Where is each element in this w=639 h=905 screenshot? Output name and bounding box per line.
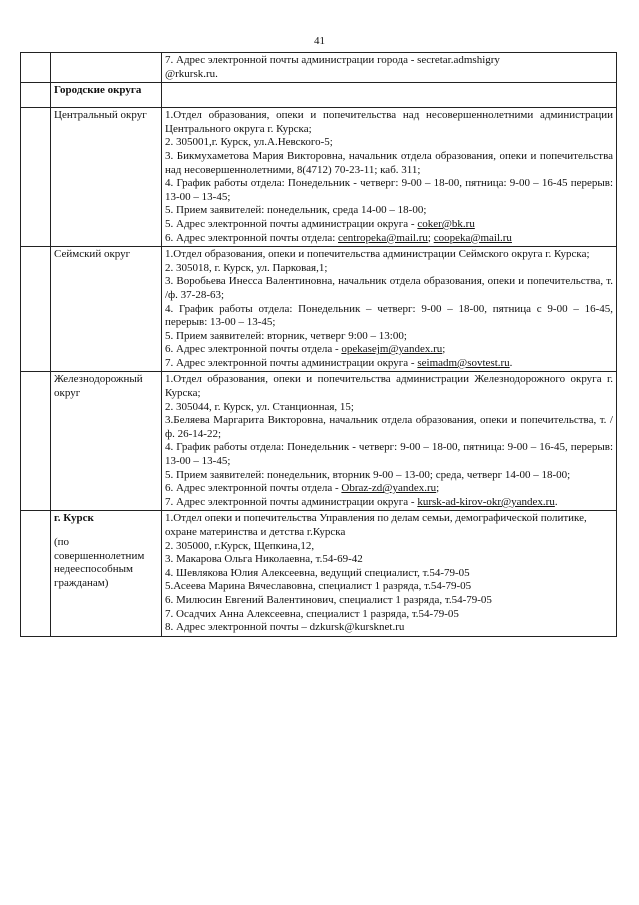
district-info: 1.Отдел образования, опеки и попечительства над несовершеннолетними администрации Центрального округа г. Курска; 2. 305001,г. Курск, ул.А.Невского-5; 3. Бикмухаметова Мария Викторовна, начальник отдела образования, опеки и попечительства над несовершеннолетними, 8(4712) 70-23-11; каб. 311; 4. График работы отдела: Понедельник - четверг: 9-00 – 18-00, пятница: 9-00 – 16-45 перерыв: 13-00 – 13-45; 5. Прием заявителей: понедельник, среда 14-00 – 18-00; 5. Адрес электронной почты администрации округа - coker@bk.ru 6. Адрес электронной почты отдела: centropeka@mail.ru; coopeka@mail.ru xyxy=(162,108,617,247)
email-link[interactable]: centropeka@mail.ru xyxy=(338,231,428,244)
table-row xyxy=(21,247,617,372)
table-row xyxy=(21,53,617,83)
district-info: 1.Отдел образования, опеки и попечительства администрации Сеймского округа г. Курска; 2. 305018, г. Курск, ул. Парковая,1; 3. Воробьева Инесса Валентиновна, начальник отдела образования, опеки и попечительства, т. /ф. 37-28-63; 4. График работы отдела: Понедельник – четверг: 9-00 – 18-00, пятница с 9-00 – 16-45, перерыв: 13-00 – 13-45; 5. Прием заявителей: вторник, четверг 9:00 – 13:00; 6. Адрес электронной почты отдела - opekasejm@yandex.ru; 7. Адрес электронной почты администрации округа - seimadm@sovtest.ru. xyxy=(162,247,617,372)
email-link[interactable]: coopeka@mail.ru xyxy=(433,231,512,244)
district-name: г. Курск (по совершеннолетним недееспособным гражданам) xyxy=(51,511,162,636)
table-row xyxy=(21,511,617,636)
email-link[interactable]: coker@bk.ru xyxy=(417,217,475,230)
table-row xyxy=(21,372,617,511)
page-number: 41 xyxy=(314,35,325,47)
table-row xyxy=(21,83,617,108)
email-link[interactable]: opekasejm@yandex.ru xyxy=(341,343,443,356)
email-link[interactable]: kursk-ad-kirov-okr@yandex.ru xyxy=(417,495,555,508)
table-row xyxy=(21,108,617,247)
district-info: 1.Отдел образования, опеки и попечительства администрации Железнодорожного округа г. Курска; 2. 305044, г. Курск, ул. Станционная, 15; 3.Беляева Маргарита Викторовна, начальник отдела образования, опеки и попечительства, т. /ф. 26-14-22; 4. График работы отдела: Понедельник - четверг: 9-00 – 18-00, пятница: 9-00 – 16-45, перерыв: 13-00 – 13-45; 5. Прием заявителей: понедельник, вторник 9-00 – 13-00; среда, четверг 14-00 – 18-00; 6. Адрес электронной почты отдела - Obraz-zd@yandex.ru; 7. Адрес электронной почты администрации округа - kursk-ad-kirov-okr@yandex.ru. xyxy=(162,372,617,511)
district-info: 1.Отдел опеки и попечительства Управления по делам семьи, демографической политике, охране материнства и детства г.Курска 2. 305000, г.Курск, Щепкина,12, 3. Макарова Ольга Николаевна, т.54-69-42 4. Шевлякова Юлия Алексеевна, ведущий специалист, т.54-79-05 5.Асеева Марина Вячеславовна, специалист 1 разряда, т.54-79-05 6. Милюсин Евгений Валентинович, специалист 1 разряда, т.54-79-05 7. Осадчих Анна Алексеевна, специалист 1 разряда, т.54-79-05 8. Адрес электронной почты – dzkursk@kursknet.ru xyxy=(162,511,617,636)
email-link[interactable]: Obraz-zd@yandex.ru xyxy=(341,482,437,495)
district-name: Железнодорожный округ xyxy=(51,372,162,511)
section-header: Городские округа xyxy=(51,83,162,108)
district-note: (по совершеннолетним недееспособным гражданам) xyxy=(54,536,145,589)
district-name: Центральный округ xyxy=(51,108,162,247)
email-link[interactable]: seimadm@sovtest.ru xyxy=(417,356,510,369)
district-name: Сеймский округ xyxy=(51,247,162,372)
row-top-info: 7. Адрес электронной почты администрации города - secretar.admshigry @rkursk.ru. xyxy=(162,53,617,83)
contacts-table xyxy=(20,52,617,637)
